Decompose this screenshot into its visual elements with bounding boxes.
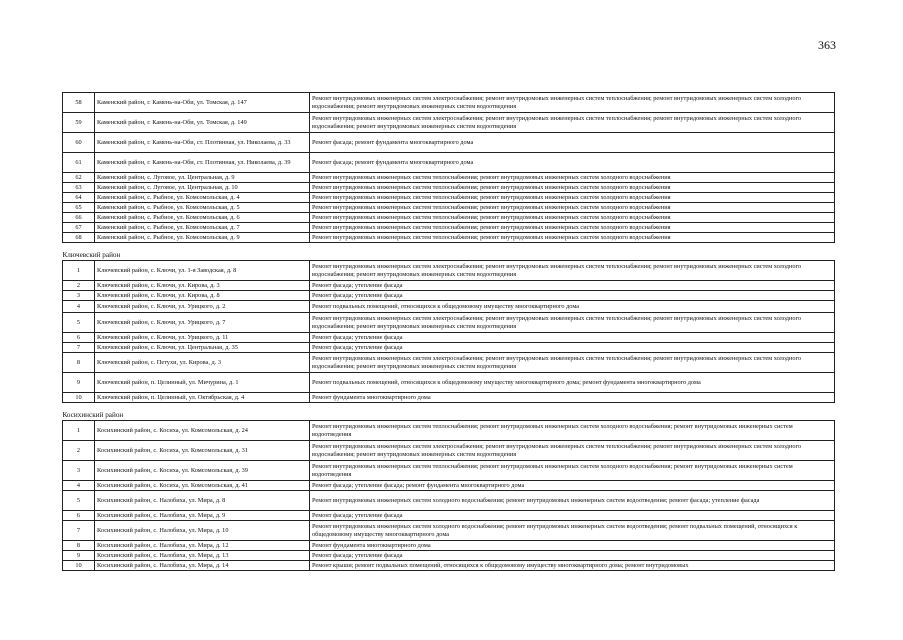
table-row <box>63 561 835 571</box>
row-address: Косихинский район, с. Налобиха, ул. Мира, д. 8 <box>95 491 310 511</box>
row-number: 65 <box>63 203 95 213</box>
row-address: Каменский район, с. Рыбное, ул. Комсомольская, д. 7 <box>95 223 310 233</box>
table-row <box>63 481 835 491</box>
row-address: Ключевский район, с. Ключи, ул. Урицкого, д. 7 <box>95 313 310 333</box>
row-address: Косихинский район, с. Налобиха, ул. Мира, д. 9 <box>95 511 310 521</box>
row-work: Ремонт фасада; утепление фасада; ремонт фундамента многоквартирного дома <box>310 481 835 491</box>
row-work: Ремонт внутридомовых инженерных систем электроснабжения; ремонт внутридомовых инженерных систем теплоснабжения; ремонт внутридомовых инженерных систем холодного водоснабжения; ремонт внутридомовых инженерных систем водоотведения <box>310 93 835 113</box>
row-address: Каменский район, г. Камень-на-Оби, ст. Плотинная, ул. Николаева, д. 39 <box>95 153 310 173</box>
row-number: 66 <box>63 213 95 223</box>
table-row <box>63 153 835 173</box>
row-work: Ремонт фасада; утепление фасада <box>310 291 835 301</box>
row-number: 62 <box>63 173 95 183</box>
section-header-row <box>63 243 835 261</box>
row-number: 3 <box>63 461 95 481</box>
row-address: Ключевский район, с. Петухи, ул. Кирова, д. 3 <box>95 353 310 373</box>
row-address: Ключевский район, с. Ключи, ул. Урицкого, д. 11 <box>95 333 310 343</box>
row-address: Косихинский район, с. Налобиха, ул. Мира, д. 12 <box>95 541 310 551</box>
table-row <box>63 313 835 333</box>
row-number: 6 <box>63 511 95 521</box>
row-address: Ключевский район, с. Ключи, ул. Кирова, д. 8 <box>95 291 310 301</box>
table-row <box>63 353 835 373</box>
row-number: 63 <box>63 183 95 193</box>
row-address: Каменский район, с. Рыбное, ул. Комсомольская, д. 4 <box>95 193 310 203</box>
row-address: Косихинский район, с. Налобиха, ул. Мира, д. 14 <box>95 561 310 571</box>
table-row <box>63 333 835 343</box>
row-address: Каменский район, с. Луговое, ул. Центральная, д. 9 <box>95 173 310 183</box>
row-work: Ремонт внутридомовых инженерных систем холодного водоснабжения; ремонт внутридомовых инженерных систем водоотведения; ремонт фасада; утепление фасада <box>310 491 835 511</box>
page-number: 363 <box>818 38 836 52</box>
row-work: Ремонт фасада; утепление фасада <box>310 333 835 343</box>
row-work: Ремонт внутридомовых инженерных систем электроснабжения; ремонт внутридомовых инженерных систем теплоснабжения; ремонт внутридомовых инженерных систем холодного водоснабжения; ремонт внутридомовых инженерных систем водоотведения <box>310 261 835 281</box>
row-number: 9 <box>63 551 95 561</box>
row-number: 8 <box>63 353 95 373</box>
row-number: 7 <box>63 521 95 541</box>
table-row <box>63 173 835 183</box>
row-address: Косихинский район, с. Косиха, ул. Комсомольская, д. 39 <box>95 461 310 481</box>
repair-program-table <box>62 92 835 571</box>
row-work: Ремонт внутридомовых инженерных систем теплоснабжения; ремонт внутридомовых инженерных систем холодного водоснабжения <box>310 183 835 193</box>
row-work: Ремонт фасада; ремонт фундамента многоквартирного дома <box>310 133 835 153</box>
table-row <box>63 461 835 481</box>
row-work: Ремонт внутридомовых инженерных систем теплоснабжения; ремонт внутридомовых инженерных систем холодного водоснабжения; ремонт внутридомовых инженерных систем водоотведения <box>310 461 835 481</box>
row-number: 1 <box>63 261 95 281</box>
table-row <box>63 551 835 561</box>
table-row <box>63 213 835 223</box>
row-work: Ремонт подвальных помещений, относящихся к общедомовому имуществу многоквартирного дома; ремонт фундамента многоквартирного дома <box>310 373 835 393</box>
row-number: 2 <box>63 441 95 461</box>
row-number: 1 <box>63 421 95 441</box>
table-row <box>63 343 835 353</box>
table-row <box>63 233 835 243</box>
row-number: 68 <box>63 233 95 243</box>
row-address: Каменский район, г. Камень-на-Оби, ул. Томская, д. 147 <box>95 93 310 113</box>
row-work: Ремонт фасада; утепление фасада <box>310 343 835 353</box>
row-number: 60 <box>63 133 95 153</box>
row-number: 2 <box>63 281 95 291</box>
row-work: Ремонт внутридомовых инженерных систем теплоснабжения; ремонт внутридомовых инженерных систем холодного водоснабжения <box>310 193 835 203</box>
row-address: Косихинский район, с. Налобиха, ул. Мира, д. 13 <box>95 551 310 561</box>
row-work: Ремонт внутридомовых инженерных систем теплоснабжения; ремонт внутридомовых инженерных систем холодного водоснабжения; ремонт внутридомовых инженерных систем водоотведения <box>310 421 835 441</box>
section-header-row <box>63 403 835 421</box>
row-work: Ремонт фасада; ремонт фундамента многоквартирного дома <box>310 153 835 173</box>
table-row <box>63 193 835 203</box>
row-address: Косихинский район, с. Косиха, ул. Комсомольская, д. 24 <box>95 421 310 441</box>
table-row <box>63 281 835 291</box>
table-row <box>63 133 835 153</box>
row-number: 5 <box>63 491 95 511</box>
row-number: 64 <box>63 193 95 203</box>
table-row <box>63 223 835 233</box>
row-number: 61 <box>63 153 95 173</box>
row-number: 4 <box>63 481 95 491</box>
row-number: 8 <box>63 541 95 551</box>
table-row <box>63 441 835 461</box>
row-number: 58 <box>63 93 95 113</box>
table-row <box>63 301 835 313</box>
row-number: 3 <box>63 291 95 301</box>
row-address: Каменский район, с. Рыбное, ул. Комсомольская, д. 6 <box>95 213 310 223</box>
table-row <box>63 183 835 193</box>
row-work: Ремонт фундамента многоквартирного дома <box>310 541 835 551</box>
row-work: Ремонт фундамента многоквартирного дома <box>310 393 835 403</box>
row-address: Косихинский район, с. Косиха, ул. Комсомольская, д. 41 <box>95 481 310 491</box>
table-row <box>63 113 835 133</box>
row-work: Ремонт внутридомовых инженерных систем электроснабжения; ремонт внутридомовых инженерных систем теплоснабжения; ремонт внутридомовых инженерных систем холодного водоснабжения; ремонт внутридомовых инженерных систем водоотведения <box>310 441 835 461</box>
table-row <box>63 291 835 301</box>
row-work: Ремонт внутридомовых инженерных систем теплоснабжения; ремонт внутридомовых инженерных систем холодного водоснабжения <box>310 223 835 233</box>
row-work: Ремонт подвальных помещений, относящихся к общедомовому имуществу многоквартирного дома <box>310 301 835 313</box>
table-row <box>63 521 835 541</box>
table-row <box>63 421 835 441</box>
row-address: Ключевский район, с. Ключи, ул. Кирова, д. 3 <box>95 281 310 291</box>
table-row <box>63 203 835 213</box>
row-address: Ключевский район, п. Целинный, ул. Мичурина, д. 1 <box>95 373 310 393</box>
row-work: Ремонт фасада; утепление фасада <box>310 551 835 561</box>
table-body <box>63 93 835 571</box>
row-work: Ремонт крыши; ремонт подвальных помещений, относящихся к общедомовому имуществу многоквартирного дома; ремонт внутридомовых <box>310 561 835 571</box>
row-work: Ремонт внутридомовых инженерных систем теплоснабжения; ремонт внутридомовых инженерных систем холодного водоснабжения <box>310 173 835 183</box>
row-work: Ремонт внутридомовых инженерных систем холодного водоснабжения; ремонт внутридомовых инженерных систем водоотведения; ремонт подвальных помещений, относящихся к общедомовому имуществу многоквартирного дома <box>310 521 835 541</box>
table-row <box>63 393 835 403</box>
row-number: 5 <box>63 313 95 333</box>
row-number: 4 <box>63 301 95 313</box>
section-title: Ключевский район <box>62 250 121 259</box>
row-work: Ремонт внутридомовых инженерных систем электроснабжения; ремонт внутридомовых инженерных систем теплоснабжения; ремонт внутридомовых инженерных систем холодного водоснабжения; ремонт внутридомовых инженерных систем водоотведения <box>310 113 835 133</box>
row-work: Ремонт внутридомовых инженерных систем теплоснабжения; ремонт внутридомовых инженерных систем холодного водоснабжения <box>310 203 835 213</box>
row-number: 9 <box>63 373 95 393</box>
row-address: Каменский район, г. Камень-на-Оби, ул. Томская, д. 149 <box>95 113 310 133</box>
table-row <box>63 511 835 521</box>
row-address: Косихинский район, с. Налобиха, ул. Мира, д. 10 <box>95 521 310 541</box>
row-work: Ремонт внутридомовых инженерных систем теплоснабжения; ремонт внутридомовых инженерных систем холодного водоснабжения <box>310 213 835 223</box>
table-row <box>63 541 835 551</box>
row-address: Ключевский район, п. Целинный, ул. Октябрьская, д. 4 <box>95 393 310 403</box>
row-number: 67 <box>63 223 95 233</box>
row-work: Ремонт внутридомовых инженерных систем электроснабжения; ремонт внутридомовых инженерных систем теплоснабжения; ремонт внутридомовых инженерных систем холодного водоснабжения; ремонт внутридомовых инженерных систем водоотведения <box>310 313 835 333</box>
section-title: Косихинский район <box>62 410 124 419</box>
table-row <box>63 491 835 511</box>
row-address: Каменский район, с. Рыбное, ул. Комсомольская, д. 9 <box>95 233 310 243</box>
row-address: Каменский район, с. Рыбное, ул. Комсомольская, д. 5 <box>95 203 310 213</box>
row-number: 10 <box>63 561 95 571</box>
row-work: Ремонт фасада; утепление фасада <box>310 281 835 291</box>
row-work: Ремонт внутридомовых инженерных систем теплоснабжения; ремонт внутридомовых инженерных систем холодного водоснабжения <box>310 233 835 243</box>
row-address: Ключевский район, с. Ключи, ул. Центральная, д. 35 <box>95 343 310 353</box>
row-number: 59 <box>63 113 95 133</box>
row-address: Косихинский район, с. Косиха, ул. Комсомольская, д. 31 <box>95 441 310 461</box>
row-number: 10 <box>63 393 95 403</box>
table-row <box>63 373 835 393</box>
row-address: Каменский район, с. Луговое, ул. Центральная, д. 10 <box>95 183 310 193</box>
row-number: 6 <box>63 333 95 343</box>
row-work: Ремонт фасада; утепление фасада <box>310 511 835 521</box>
row-number: 7 <box>63 343 95 353</box>
row-address: Каменский район, г. Камень-на-Оби, ст. Плотинная, ул. Николаева, д. 33 <box>95 133 310 153</box>
row-address: Ключевский район, с. Ключи, ул. 1-я Заводская, д. 8 <box>95 261 310 281</box>
table-row <box>63 93 835 113</box>
row-work: Ремонт внутридомовых инженерных систем электроснабжения; ремонт внутридомовых инженерных систем теплоснабжения; ремонт внутридомовых инженерных систем холодного водоснабжения; ремонт внутридомовых инженерных систем водоотведения <box>310 353 835 373</box>
row-address: Ключевский район, с. Ключи, ул. Урицкого, д. 2 <box>95 301 310 313</box>
table-row <box>63 261 835 281</box>
